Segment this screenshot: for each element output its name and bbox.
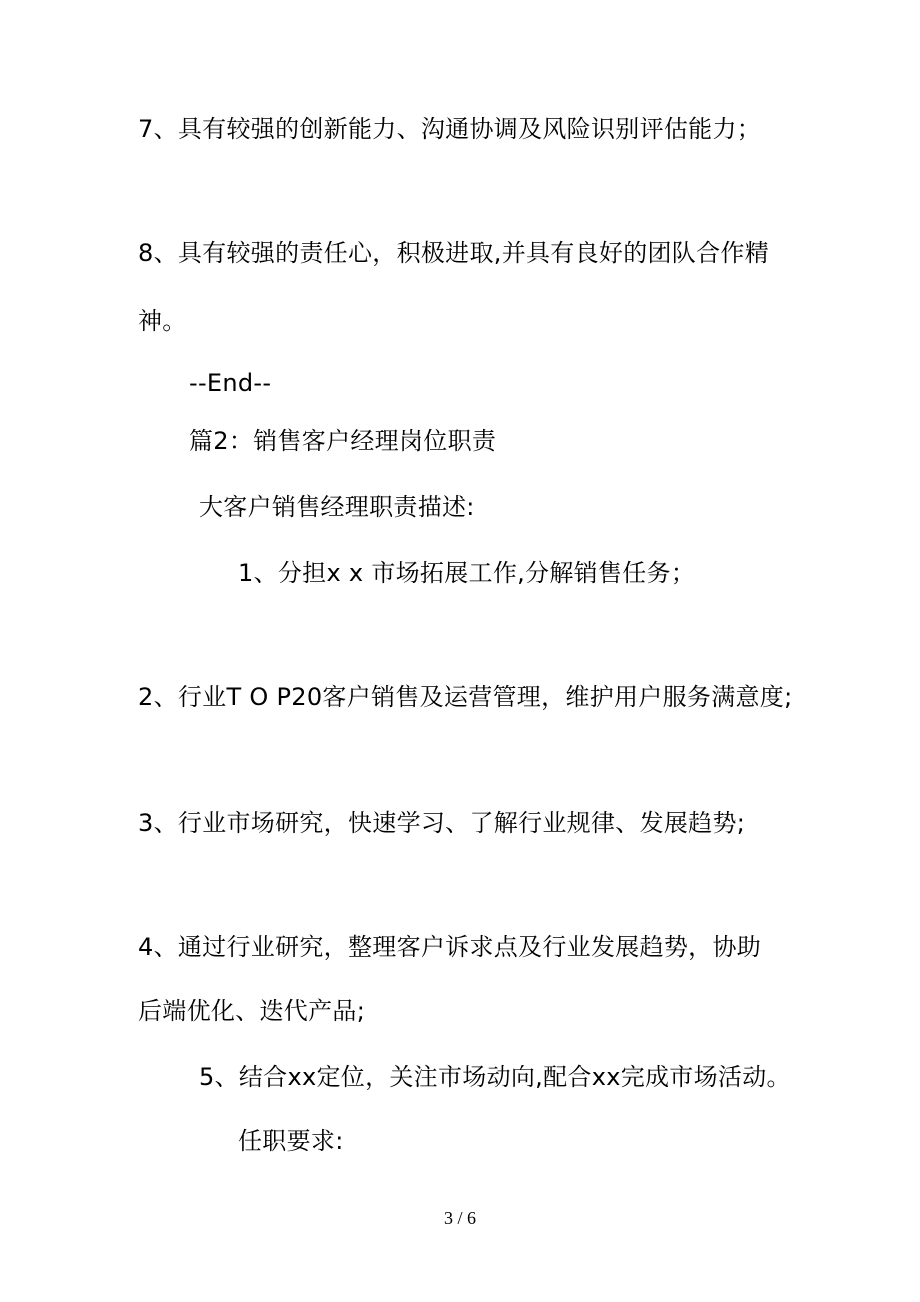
requirement-item-8-line-1: 8、具有较强的责任心，积极进取,并具有良好的团队合作精 — [138, 239, 769, 267]
duty-item-4-line-2: 后端优化、迭代产品; — [138, 997, 366, 1025]
page-number: 3 / 6 — [443, 1208, 476, 1228]
section-title: 篇2：销售客户经理岗位职责 — [189, 427, 497, 455]
duty-item-1: 1、分担x x 市场拓展工作,分解销售任务； — [238, 559, 696, 587]
end-marker: --End-- — [189, 369, 272, 397]
requirement-item-8-line-2: 神。 — [138, 307, 187, 335]
duty-item-5: 5、结合xx定位，关注市场动向,配合xx完成市场活动。 — [199, 1063, 791, 1091]
job-description-heading: 大客户销售经理职责描述: — [199, 493, 475, 521]
requirement-item-7: 7、具有较强的创新能力、沟通协调及风险识别评估能力； — [138, 115, 762, 143]
duty-item-3: 3、行业市场研究，快速学习、了解行业规律、发展趋势; — [138, 809, 746, 837]
requirements-heading: 任职要求: — [238, 1127, 344, 1155]
duty-item-4-line-1: 4、通过行业研究，整理客户诉求点及行业发展趋势，协助 — [138, 933, 762, 961]
duty-item-2: 2、行业T O P20客户销售及运营管理，维护用户服务满意度; — [138, 683, 793, 711]
